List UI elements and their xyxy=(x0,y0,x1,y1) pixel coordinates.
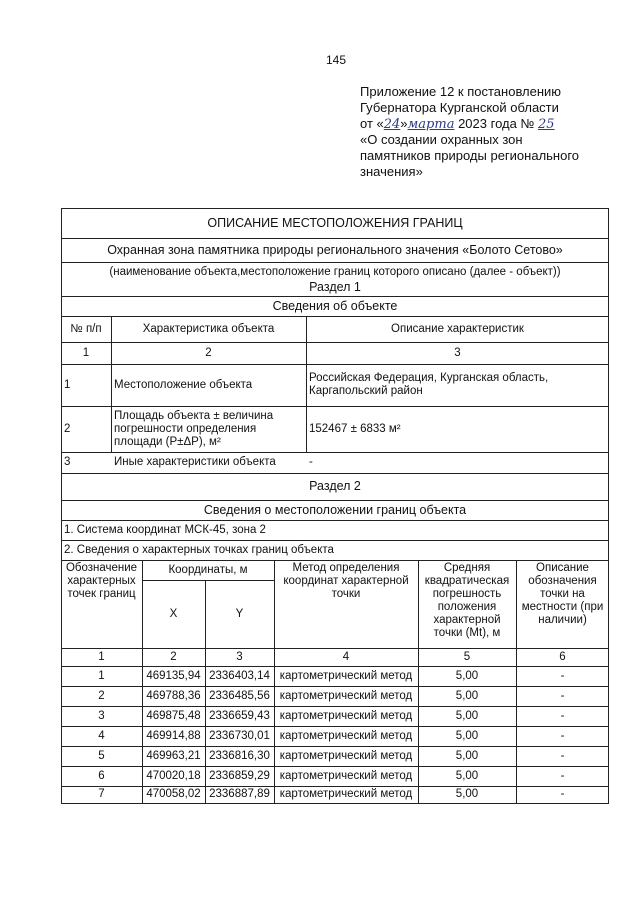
t2-header-coords: Координаты, м xyxy=(168,563,248,576)
boundary-description-table xyxy=(61,208,609,803)
t1-header-characteristic: Характеристика объекта xyxy=(142,322,275,335)
section-2-title: Сведения о местоположении границ объекта xyxy=(203,502,467,517)
coord-x: 469135,94 xyxy=(146,669,201,682)
point-id: 1 xyxy=(98,669,105,682)
error: 5,00 xyxy=(455,749,479,762)
coord-y: 2336403,14 xyxy=(209,669,270,682)
t1-row-1-num: 1 xyxy=(64,378,71,391)
points-title: 2. Сведения о характерных точках границ объекта xyxy=(64,543,334,556)
method: картометрический метод xyxy=(279,689,413,702)
coord-y: 2336859,29 xyxy=(209,769,270,782)
t1-row-1-name: Местоположение объекта xyxy=(114,378,253,391)
t2-header-desc: Описание обозначения точки на местности (при наличии) xyxy=(521,562,604,626)
point-id: 2 xyxy=(98,689,105,702)
section-1-label: Раздел 1 xyxy=(309,279,361,294)
method: картометрический метод xyxy=(279,769,413,782)
error: 5,00 xyxy=(455,788,479,800)
error: 5,00 xyxy=(455,729,479,742)
coord-x: 469875,48 xyxy=(146,709,201,722)
t1-row-3-desc: - xyxy=(309,456,313,468)
coord-x: 470058,02 xyxy=(146,788,201,800)
t2-colnum-3: 3 xyxy=(236,650,243,663)
object-caption: (наименование объекта,местоположение границ которого описано (далее - объект)) xyxy=(109,265,561,278)
t1-row-2-num: 2 xyxy=(64,422,71,435)
coord-y: 2336659,43 xyxy=(209,709,270,722)
header-line-6: значения» xyxy=(360,164,423,179)
t1-row-1-desc: Российская Федерация, Курганская область, Каргапольский район xyxy=(309,372,549,397)
header-line-1: Приложение 12 к постановлению xyxy=(360,84,562,99)
header-line-4: «О создании охранных зон xyxy=(360,132,523,147)
t1-colnum-1: 1 xyxy=(82,346,90,359)
header-date-prefix: от « xyxy=(360,116,384,131)
t1-row-2-name: Площадь объекта ± величина погрешности определения площади (P±ΔP), м² xyxy=(114,409,274,448)
header-line-3 xyxy=(360,116,555,133)
point-desc: - xyxy=(560,749,565,762)
page-number: 145 xyxy=(326,53,347,67)
point-desc: - xyxy=(560,689,565,702)
t1-row-3-num: 3 xyxy=(64,456,71,468)
t2-header-designation: Обозначение характерных точек границ xyxy=(65,562,138,600)
coord-y: 2336816,30 xyxy=(209,749,270,762)
point-id: 5 xyxy=(98,749,105,762)
t2-colnum-2: 2 xyxy=(170,650,177,663)
t2-header-x: X xyxy=(169,607,178,620)
coord-x: 469914,88 xyxy=(146,729,201,742)
coord-y: 2336730,01 xyxy=(209,729,270,742)
handwritten-month: марта xyxy=(407,117,455,132)
point-id: 3 xyxy=(98,709,105,722)
header-line-2: Губернатора Курганской области xyxy=(360,100,559,115)
error: 5,00 xyxy=(455,669,479,682)
coord-y: 2336887,89 xyxy=(209,788,270,800)
handwritten-number: 25 xyxy=(538,117,555,132)
header-date-sep: » xyxy=(400,116,408,131)
error: 5,00 xyxy=(455,709,479,722)
t1-colnum-2: 2 xyxy=(205,346,212,359)
t2-colnum-5: 5 xyxy=(463,650,471,663)
t1-header-description: Описание характеристик xyxy=(391,322,524,335)
t2-colnum-4: 4 xyxy=(342,650,350,663)
t1-row-2-desc: 152467 ± 6833 м² xyxy=(309,422,401,435)
method: картометрический метод xyxy=(279,709,413,722)
header-year: 2023 года № xyxy=(454,116,538,131)
point-desc: - xyxy=(560,788,565,800)
point-desc: - xyxy=(560,769,565,782)
method: картометрический метод xyxy=(279,788,413,800)
point-id: 4 xyxy=(98,729,105,742)
t2-header-error: Средняя квадратическая погрешность положения характерной точки (Mt), м xyxy=(424,562,510,639)
error: 5,00 xyxy=(455,769,479,782)
coord-x: 469963,21 xyxy=(146,749,201,762)
coordinate-system: 1. Система координат МСК-45, зона 2 xyxy=(64,523,266,536)
table-title: ОПИСАНИЕ МЕСТОПОЛОЖЕНИЯ ГРАНИЦ xyxy=(207,215,463,230)
coord-x: 469788,36 xyxy=(146,689,201,702)
point-id: 7 xyxy=(98,788,105,800)
t2-colnum-1: 1 xyxy=(98,650,105,663)
t1-row-3-name: Иные характеристики объекта xyxy=(114,456,276,468)
method: картометрический метод xyxy=(279,749,413,762)
point-desc: - xyxy=(560,709,565,722)
section-1-title: Сведения об объекте xyxy=(272,298,398,313)
error: 5,00 xyxy=(455,689,479,702)
method: картометрический метод xyxy=(279,669,413,682)
t2-header-y: Y xyxy=(235,607,244,620)
t2-colnum-6: 6 xyxy=(559,650,566,663)
section-2-label: Раздел 2 xyxy=(309,479,361,493)
handwritten-day: 24 xyxy=(383,117,401,132)
coord-x: 470020,18 xyxy=(146,769,201,782)
t2-header-method: Метод определения координат характерной точки xyxy=(283,562,409,600)
point-desc: - xyxy=(560,729,565,742)
t1-header-num: № п/п xyxy=(70,322,102,335)
point-desc: - xyxy=(560,669,565,682)
point-id: 6 xyxy=(98,769,105,782)
method: картометрический метод xyxy=(279,729,413,742)
header-line-5: памятников природы регионального xyxy=(360,148,580,163)
object-name: Охранная зона памятника природы регионального значения «Болото Сетово» xyxy=(107,242,563,257)
t1-colnum-3: 3 xyxy=(454,346,461,359)
coord-y: 2336485,56 xyxy=(209,689,270,702)
